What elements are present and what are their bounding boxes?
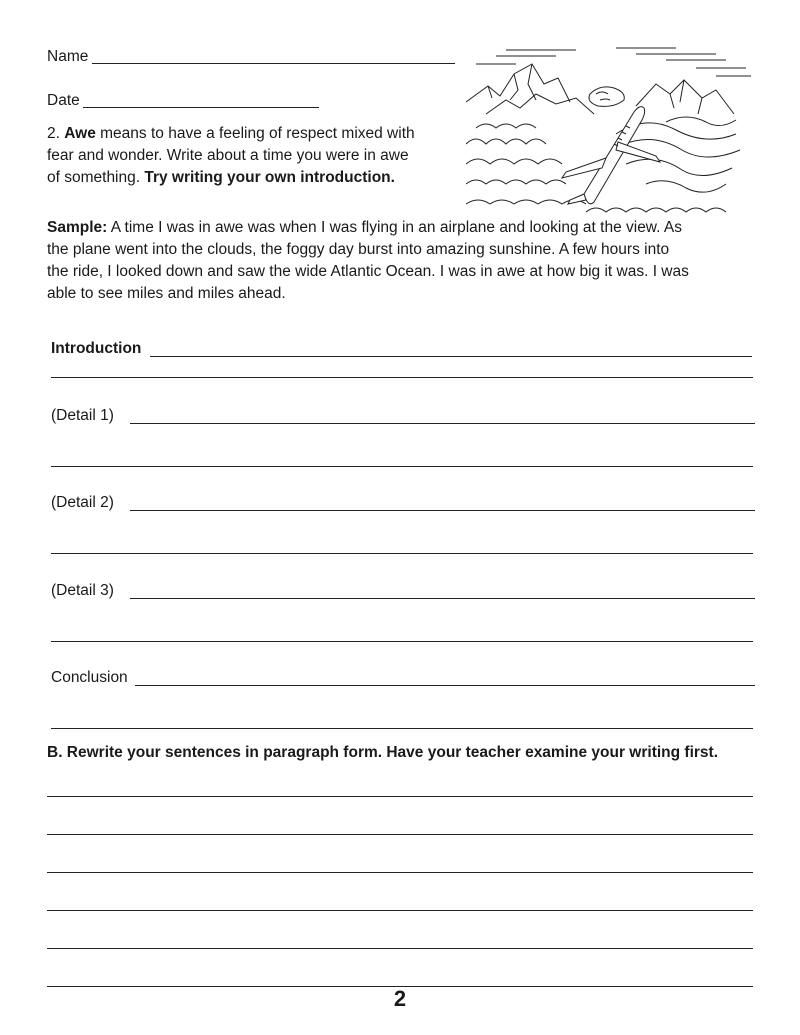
sample-label: Sample: [47, 219, 108, 236]
prompt-instruction: Try writing your own introduction. [144, 169, 395, 186]
sample-line1: A time I was in awe was when I was flying in an airplane and looking at the view. As [107, 219, 682, 236]
name-label: Name [47, 48, 89, 65]
detail2-line-1[interactable] [130, 510, 755, 511]
prompt-paragraph [47, 123, 457, 189]
introduction-line-2[interactable] [51, 377, 753, 378]
detail3-line-2[interactable] [51, 641, 753, 642]
date-field[interactable] [83, 107, 319, 108]
paragraph-line[interactable] [47, 796, 753, 797]
introduction-line-1[interactable] [150, 356, 752, 357]
section-b-instruction: B. Rewrite your sentences in paragraph form. Have your teacher examine your writing first. [47, 744, 719, 761]
paragraph-line[interactable] [47, 872, 753, 873]
introduction-label: Introduction [51, 340, 142, 357]
detail2-label: (Detail 2) [51, 494, 114, 511]
detail1-label: (Detail 1) [51, 407, 114, 424]
prompt-line3: of something. [47, 169, 145, 186]
paragraph-line[interactable] [47, 834, 753, 835]
sample-line2: the plane went into the clouds, the foggy day burst into amazing sunshine. A few hours into [47, 241, 670, 258]
airplane-over-mountains-illustration [466, 44, 754, 222]
prompt-number: 2. [47, 125, 60, 142]
paragraph-line[interactable] [47, 948, 753, 949]
sample-paragraph [47, 217, 767, 305]
prompt-keyword: Awe [64, 125, 96, 142]
conclusion-label: Conclusion [51, 669, 128, 686]
detail2-line-2[interactable] [51, 553, 753, 554]
prompt-line1: means to have a feeling of respect mixed with [95, 125, 415, 142]
conclusion-line-1[interactable] [135, 685, 755, 686]
conclusion-line-2[interactable] [51, 728, 753, 729]
detail1-line-2[interactable] [51, 466, 753, 467]
paragraph-line[interactable] [47, 910, 753, 911]
sample-line3: the ride, I looked down and saw the wide Atlantic Ocean. I was in awe at how big it was. I was [47, 263, 689, 280]
prompt-line2: fear and wonder. Write about a time you were in awe [47, 147, 409, 164]
name-field[interactable] [92, 63, 455, 64]
page-number: 2 [393, 986, 407, 1011]
detail3-line-1[interactable] [130, 598, 755, 599]
detail3-label: (Detail 3) [51, 582, 114, 599]
date-label: Date [47, 92, 80, 109]
detail1-line-1[interactable] [130, 423, 755, 424]
sample-line4: able to see miles and miles ahead. [47, 285, 286, 302]
